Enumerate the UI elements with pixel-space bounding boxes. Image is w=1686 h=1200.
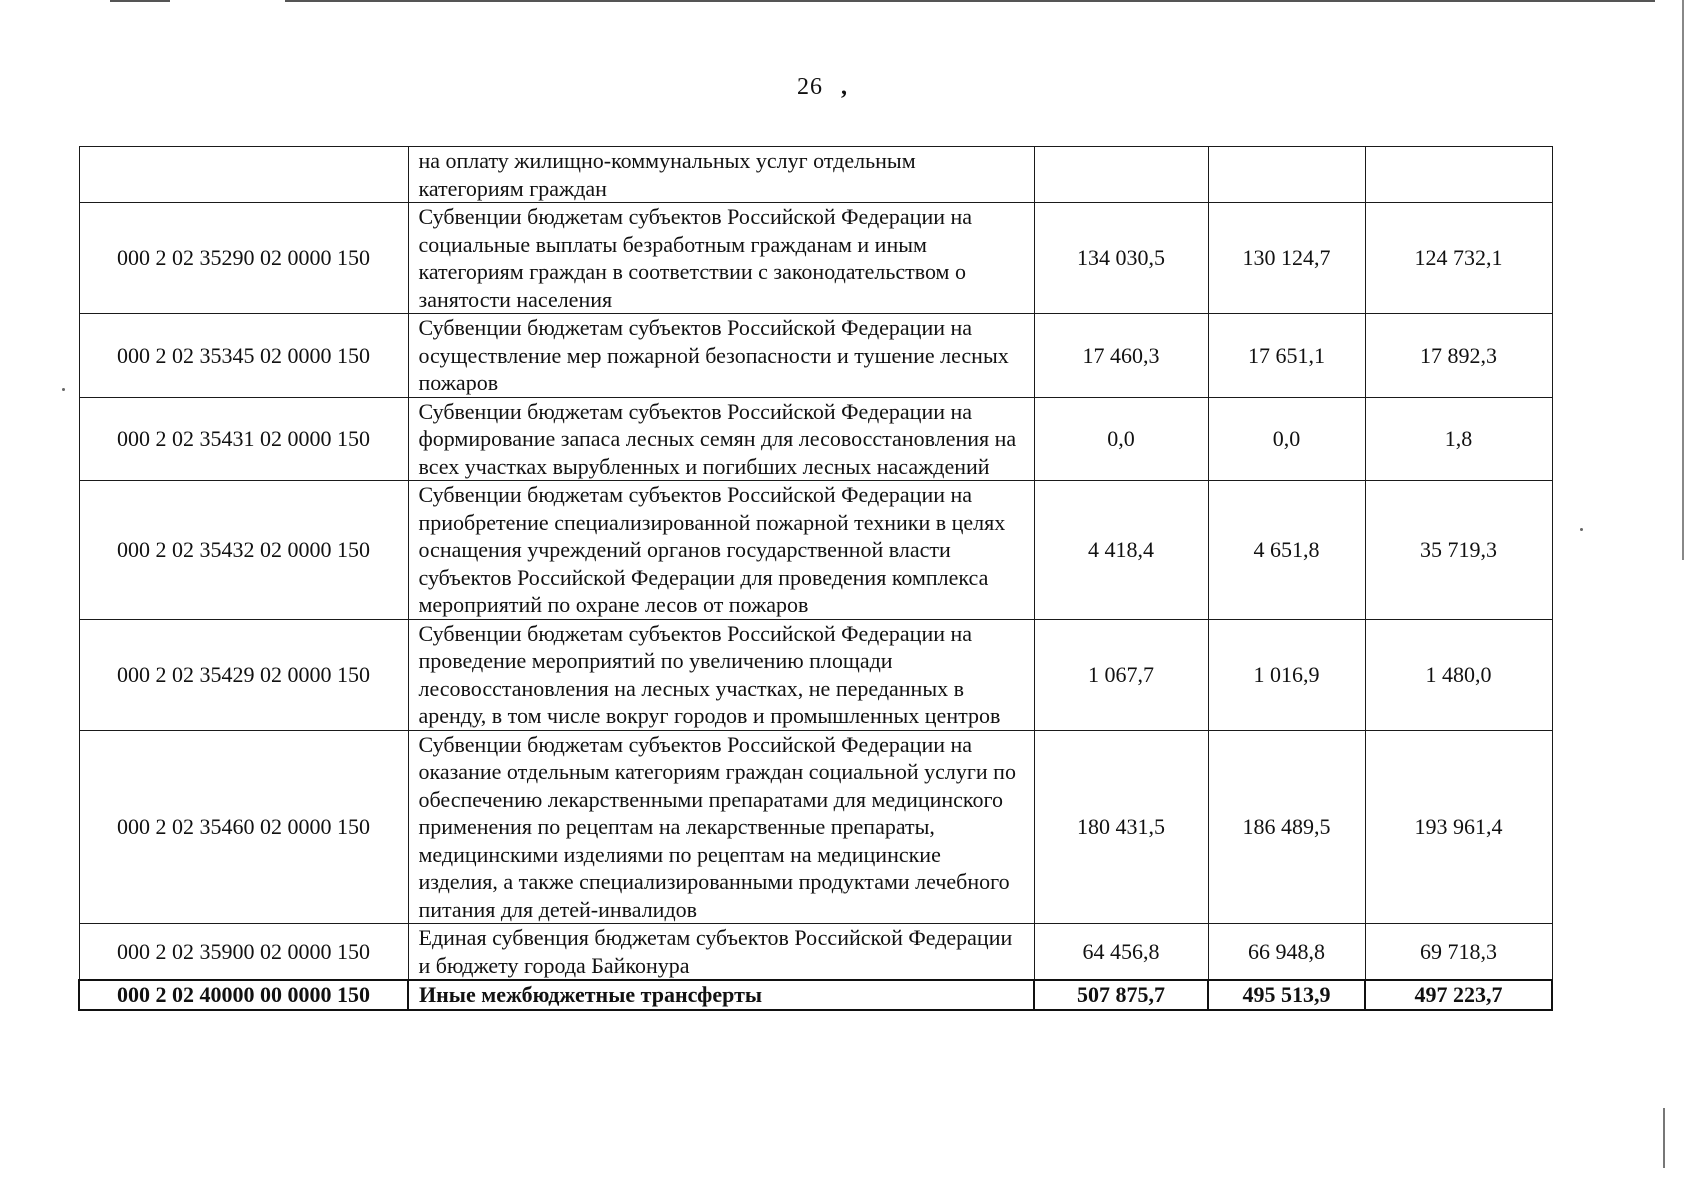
item-description: Иные межбюджетные трансферты [408, 980, 1034, 1010]
value-year-1: 1 067,7 [1034, 619, 1208, 730]
budget-code: 000 2 02 35431 02 0000 150 [79, 397, 408, 481]
value-year-1: 0,0 [1034, 397, 1208, 481]
table-row [79, 147, 1552, 203]
table-row [79, 924, 1552, 981]
scan-edge-line [110, 0, 170, 2]
budget-code [79, 147, 408, 203]
value-year-2: 130 124,7 [1208, 203, 1365, 314]
scan-top-edge [285, 0, 1655, 2]
value-year-1: 17 460,3 [1034, 314, 1208, 398]
value-year-2: 1 016,9 [1208, 619, 1365, 730]
item-description: Единая субвенция бюджетам субъектов Российской Федерации и бюджету города Байконура [408, 924, 1034, 981]
value-year-2: 0,0 [1208, 397, 1365, 481]
item-description: Субвенции бюджетам субъектов Российской Федерации на оказание отдельным категориям граждан социальной услуги по обеспечению лекарственными препаратами для медицинского применения по рецептам на лекарственные препараты, медицинскими изделиями по рецептам на медицинские изделия, а также специализированными продуктами лечебного питания для детей-инвалидов [408, 730, 1034, 924]
value-year-1: 134 030,5 [1034, 203, 1208, 314]
item-description: Субвенции бюджетам субъектов Российской Федерации на проведение мероприятий по увеличению площади лесовосстановления на лесных участках, не переданных в аренду, в том числе вокруг городов и промышленных центров [408, 619, 1034, 730]
value-year-1: 180 431,5 [1034, 730, 1208, 924]
value-year-2: 186 489,5 [1208, 730, 1365, 924]
budget-code: 000 2 02 35345 02 0000 150 [79, 314, 408, 398]
value-year-2: 66 948,8 [1208, 924, 1365, 981]
item-description: Субвенции бюджетам субъектов Российской Федерации на формирование запаса лесных семян для лесовосстановления на всех участках вырубленных и погибших лесных насаждений [408, 397, 1034, 481]
item-description: на оплату жилищно-коммунальных услуг отдельным категориям граждан [408, 147, 1034, 203]
page-number [797, 74, 848, 101]
item-description: Субвенции бюджетам субъектов Российской Федерации на социальные выплаты безработным гражданам и иным категориям граждан в соответствии с законодательством о занятости населения [408, 203, 1034, 314]
budget-code: 000 2 02 35290 02 0000 150 [79, 203, 408, 314]
value-year-2: 17 651,1 [1208, 314, 1365, 398]
scan-right-edge [1682, 0, 1684, 560]
table-row [79, 481, 1552, 620]
page-number-value: 26 [797, 74, 823, 100]
value-year-3: 124 732,1 [1365, 203, 1552, 314]
table-row [79, 397, 1552, 481]
scan-speck [62, 388, 65, 391]
value-year-1 [1034, 147, 1208, 203]
value-year-3: 193 961,4 [1365, 730, 1552, 924]
value-year-1: 4 418,4 [1034, 481, 1208, 620]
value-year-3: 17 892,3 [1365, 314, 1552, 398]
table-row [79, 619, 1552, 730]
budget-code: 000 2 02 35900 02 0000 150 [79, 924, 408, 981]
scan-speck [1580, 528, 1583, 531]
total-row [79, 980, 1552, 1010]
value-year-1: 64 456,8 [1034, 924, 1208, 981]
value-year-2: 4 651,8 [1208, 481, 1365, 620]
budget-code: 000 2 02 35432 02 0000 150 [79, 481, 408, 620]
budget-code: 000 2 02 35429 02 0000 150 [79, 619, 408, 730]
value-year-3: 1 480,0 [1365, 619, 1552, 730]
table-row [79, 730, 1552, 924]
value-year-3: 69 718,3 [1365, 924, 1552, 981]
budget-table [78, 146, 1553, 1011]
value-year-3 [1365, 147, 1552, 203]
value-year-2 [1208, 147, 1365, 203]
value-year-1: 507 875,7 [1034, 980, 1208, 1010]
budget-code: 000 2 02 40000 00 0000 150 [79, 980, 408, 1010]
value-year-3: 1,8 [1365, 397, 1552, 481]
table-row [79, 314, 1552, 398]
scan-edge-mark [1663, 1108, 1665, 1168]
value-year-2: 495 513,9 [1208, 980, 1365, 1010]
page-mark: , [841, 74, 848, 100]
item-description: Субвенции бюджетам субъектов Российской Федерации на осуществление мер пожарной безопасности и тушение лесных пожаров [408, 314, 1034, 398]
value-year-3: 497 223,7 [1365, 980, 1552, 1010]
budget-code: 000 2 02 35460 02 0000 150 [79, 730, 408, 924]
table-row [79, 203, 1552, 314]
value-year-3: 35 719,3 [1365, 481, 1552, 620]
item-description: Субвенции бюджетам субъектов Российской Федерации на приобретение специализированной пожарной техники в целях оснащения учреждений органов государственной власти субъектов Российской Федерации для проведения комплекса мероприятий по охране лесов от пожаров [408, 481, 1034, 620]
